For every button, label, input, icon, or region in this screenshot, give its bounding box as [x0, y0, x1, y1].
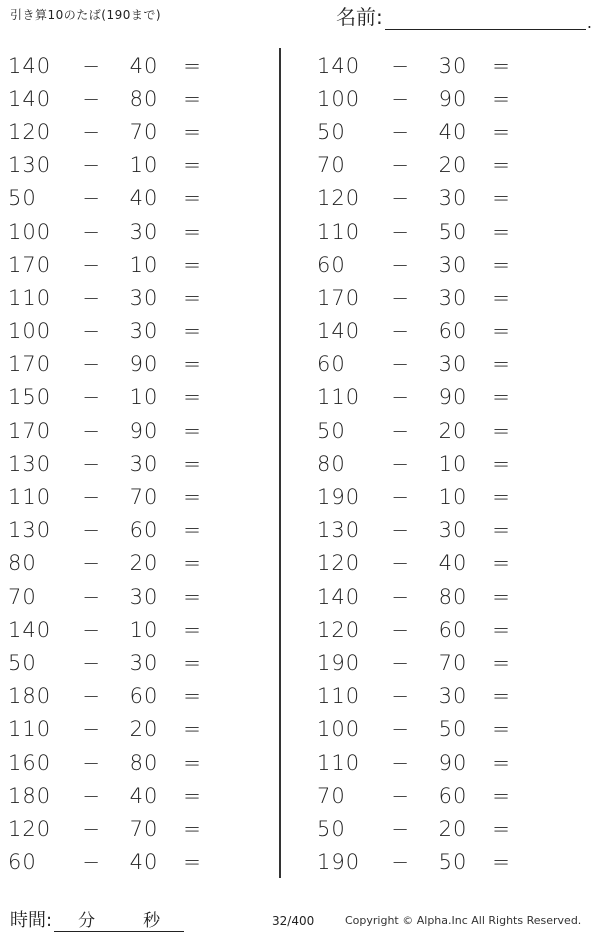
problem-row: [8, 680, 268, 713]
subtrahend: 30: [129, 285, 159, 310]
subtrahend: 90: [438, 750, 468, 775]
subtrahend: 30: [438, 352, 468, 377]
minuend: 50: [317, 119, 346, 144]
subtrahend: 50: [438, 717, 468, 742]
minus-sign: −: [391, 518, 409, 543]
problem-row: [317, 281, 577, 314]
equals-sign: =: [492, 584, 510, 609]
equals-sign: =: [492, 285, 510, 310]
minuend: 180: [8, 783, 52, 808]
subtrahend: 30: [129, 584, 159, 609]
problem-row: [317, 846, 577, 879]
equals-sign: =: [183, 219, 201, 244]
subtrahend: 30: [438, 252, 468, 277]
minus-sign: −: [82, 750, 100, 775]
equals-sign: =: [492, 451, 510, 476]
problem-row: [317, 348, 577, 381]
minuend: 60: [317, 352, 346, 377]
seconds-label: 秒: [143, 911, 161, 931]
right-problem-column: [317, 49, 577, 879]
minuend: 140: [8, 86, 52, 111]
equals-sign: =: [492, 650, 510, 675]
minutes-label: 分: [78, 911, 96, 931]
subtrahend: 10: [129, 252, 159, 277]
equals-sign: =: [492, 518, 510, 543]
minuend: 130: [8, 451, 52, 476]
time-label: 時間:: [10, 910, 53, 931]
minuend: 100: [317, 717, 361, 742]
minus-sign: −: [391, 285, 409, 310]
minus-sign: −: [82, 584, 100, 609]
minuend: 80: [317, 451, 346, 476]
minus-sign: −: [391, 485, 409, 510]
minuend: 140: [317, 584, 361, 609]
minus-sign: −: [391, 418, 409, 443]
minuend: 70: [8, 584, 37, 609]
minus-sign: −: [82, 684, 100, 709]
problem-row: [8, 646, 268, 679]
problem-row: [8, 580, 268, 613]
minus-sign: −: [82, 219, 100, 244]
problem-row: [8, 514, 268, 547]
minus-sign: −: [82, 850, 100, 875]
minus-sign: −: [82, 551, 100, 576]
subtrahend: 70: [438, 650, 468, 675]
minus-sign: −: [82, 650, 100, 675]
equals-sign: =: [183, 584, 201, 609]
minus-sign: −: [391, 219, 409, 244]
minus-sign: −: [391, 451, 409, 476]
subtrahend: 50: [438, 850, 468, 875]
minuend: 100: [317, 86, 361, 111]
minuend: 160: [8, 750, 52, 775]
problem-row: [8, 248, 268, 281]
name-underline[interactable]: [385, 7, 592, 32]
time-field[interactable]: [10, 906, 184, 932]
equals-sign: =: [492, 551, 510, 576]
equals-sign: =: [183, 385, 201, 410]
equals-sign: =: [492, 319, 510, 344]
subtrahend: 20: [129, 717, 159, 742]
minus-sign: −: [82, 252, 100, 277]
problem-row: [8, 182, 268, 215]
minus-sign: −: [391, 153, 409, 178]
minuend: 140: [8, 53, 52, 78]
worksheet-title: 引き算10のたば(190まで): [10, 8, 162, 22]
equals-sign: =: [183, 617, 201, 642]
minuend: 50: [317, 418, 346, 443]
subtrahend: 10: [129, 617, 159, 642]
minuend: 120: [8, 816, 52, 841]
equals-sign: =: [183, 717, 201, 742]
minuend: 100: [8, 219, 52, 244]
minuend: 110: [8, 285, 52, 310]
minuend: 100: [8, 319, 52, 344]
minus-sign: −: [391, 717, 409, 742]
subtrahend: 90: [129, 418, 159, 443]
problem-row: [8, 779, 268, 812]
minus-sign: −: [391, 319, 409, 344]
problem-row: [317, 381, 577, 414]
minus-sign: −: [391, 53, 409, 78]
minus-sign: −: [82, 186, 100, 211]
minuend: 190: [317, 485, 361, 510]
equals-sign: =: [183, 451, 201, 476]
subtrahend: 90: [438, 86, 468, 111]
left-problem-column: [8, 49, 268, 879]
problem-row: [8, 82, 268, 115]
subtrahend: 50: [438, 219, 468, 244]
problem-row: [317, 182, 577, 215]
problem-row: [8, 713, 268, 746]
problem-row: [317, 613, 577, 646]
subtrahend: 40: [129, 186, 159, 211]
minuend: 170: [8, 352, 52, 377]
minuend: 120: [317, 617, 361, 642]
minuend: 190: [317, 850, 361, 875]
minuend: 80: [8, 551, 37, 576]
minus-sign: −: [391, 86, 409, 111]
equals-sign: =: [492, 418, 510, 443]
minus-sign: −: [82, 783, 100, 808]
problem-row: [8, 149, 268, 182]
minuend: 170: [8, 418, 52, 443]
minuend: 120: [317, 186, 361, 211]
equals-sign: =: [183, 551, 201, 576]
subtrahend: 10: [129, 385, 159, 410]
equals-sign: =: [183, 485, 201, 510]
subtrahend: 40: [438, 119, 468, 144]
equals-sign: =: [492, 153, 510, 178]
problem-row: [317, 315, 577, 348]
equals-sign: =: [492, 86, 510, 111]
problem-row: [317, 480, 577, 513]
minus-sign: −: [391, 186, 409, 211]
problem-row: [317, 812, 577, 845]
minus-sign: −: [391, 385, 409, 410]
subtrahend: 20: [129, 551, 159, 576]
problem-row: [8, 480, 268, 513]
problem-row: [317, 779, 577, 812]
equals-sign: =: [183, 285, 201, 310]
minuend: 50: [317, 816, 346, 841]
equals-sign: =: [492, 53, 510, 78]
subtrahend: 30: [438, 186, 468, 211]
page-number: 32/400: [272, 914, 315, 928]
subtrahend: 40: [129, 850, 159, 875]
equals-sign: =: [492, 119, 510, 144]
minus-sign: −: [391, 551, 409, 576]
column-divider: [279, 48, 281, 878]
equals-sign: =: [492, 252, 510, 277]
equals-sign: =: [492, 617, 510, 642]
equals-sign: =: [183, 783, 201, 808]
problem-row: [8, 547, 268, 580]
minus-sign: −: [82, 617, 100, 642]
minuend: 110: [317, 385, 361, 410]
name-end-dot: .: [586, 13, 592, 32]
problem-row: [8, 613, 268, 646]
equals-sign: =: [492, 750, 510, 775]
minuend: 170: [8, 252, 52, 277]
equals-sign: =: [183, 518, 201, 543]
subtrahend: 60: [438, 783, 468, 808]
minus-sign: −: [391, 584, 409, 609]
minus-sign: −: [82, 717, 100, 742]
subtrahend: 60: [438, 617, 468, 642]
minus-sign: −: [391, 352, 409, 377]
minuend: 140: [317, 53, 361, 78]
minuend: 190: [317, 650, 361, 675]
subtrahend: 70: [129, 816, 159, 841]
copyright-notice: Copyright © Alpha.Inc All Rights Reserved.: [345, 914, 582, 927]
subtrahend: 40: [129, 53, 159, 78]
subtrahend: 90: [129, 352, 159, 377]
minuend: 60: [317, 252, 346, 277]
minus-sign: −: [82, 119, 100, 144]
problem-row: [317, 547, 577, 580]
minus-sign: −: [82, 319, 100, 344]
minus-sign: −: [82, 485, 100, 510]
subtrahend: 20: [438, 418, 468, 443]
minuend: 120: [317, 551, 361, 576]
equals-sign: =: [183, 153, 201, 178]
name-label: 名前:: [336, 5, 383, 29]
minus-sign: −: [391, 617, 409, 642]
equals-sign: =: [492, 816, 510, 841]
problem-row: [317, 414, 577, 447]
problem-row: [317, 713, 577, 746]
problem-row: [8, 746, 268, 779]
minuend: 180: [8, 684, 52, 709]
minus-sign: −: [82, 352, 100, 377]
equals-sign: =: [183, 86, 201, 111]
minus-sign: −: [82, 53, 100, 78]
subtrahend: 20: [438, 153, 468, 178]
subtrahend: 80: [438, 584, 468, 609]
subtrahend: 10: [438, 485, 468, 510]
subtrahend: 30: [438, 684, 468, 709]
minus-sign: −: [391, 850, 409, 875]
minuend: 120: [8, 119, 52, 144]
minus-sign: −: [391, 750, 409, 775]
minus-sign: −: [391, 119, 409, 144]
equals-sign: =: [183, 850, 201, 875]
subtrahend: 30: [129, 451, 159, 476]
problem-row: [8, 846, 268, 879]
problem-row: [8, 315, 268, 348]
minuend: 130: [8, 153, 52, 178]
subtrahend: 10: [129, 153, 159, 178]
minuend: 140: [317, 319, 361, 344]
minus-sign: −: [82, 385, 100, 410]
subtrahend: 70: [129, 485, 159, 510]
problem-row: [317, 646, 577, 679]
equals-sign: =: [183, 319, 201, 344]
problem-row: [8, 49, 268, 82]
minuend: 140: [8, 617, 52, 642]
minuend: 50: [8, 650, 37, 675]
subtrahend: 70: [129, 119, 159, 144]
equals-sign: =: [492, 717, 510, 742]
problem-row: [8, 414, 268, 447]
subtrahend: 60: [129, 684, 159, 709]
problem-row: [8, 281, 268, 314]
minuend: 150: [8, 385, 52, 410]
subtrahend: 80: [129, 86, 159, 111]
subtrahend: 80: [129, 750, 159, 775]
problem-row: [317, 447, 577, 480]
time-underline[interactable]: [54, 906, 184, 932]
problem-row: [317, 49, 577, 82]
subtrahend: 30: [129, 650, 159, 675]
problem-row: [8, 348, 268, 381]
problem-row: [8, 381, 268, 414]
problem-row: [317, 115, 577, 148]
equals-sign: =: [492, 219, 510, 244]
name-field[interactable]: [336, 4, 592, 32]
minus-sign: −: [391, 816, 409, 841]
minuend: 50: [8, 186, 37, 211]
problem-row: [317, 680, 577, 713]
subtrahend: 90: [438, 385, 468, 410]
minuend: 70: [317, 783, 346, 808]
minus-sign: −: [82, 451, 100, 476]
problem-row: [317, 149, 577, 182]
minuend: 110: [8, 717, 52, 742]
subtrahend: 60: [438, 319, 468, 344]
minus-sign: −: [391, 252, 409, 277]
minuend: 70: [317, 153, 346, 178]
subtrahend: 40: [129, 783, 159, 808]
minus-sign: −: [391, 783, 409, 808]
problem-row: [317, 580, 577, 613]
problem-row: [8, 447, 268, 480]
problem-row: [317, 514, 577, 547]
equals-sign: =: [183, 186, 201, 211]
subtrahend: 30: [438, 518, 468, 543]
equals-sign: =: [183, 650, 201, 675]
subtrahend: 60: [129, 518, 159, 543]
subtrahend: 40: [438, 551, 468, 576]
equals-sign: =: [183, 119, 201, 144]
minuend: 170: [317, 285, 361, 310]
problem-row: [317, 215, 577, 248]
minus-sign: −: [82, 285, 100, 310]
equals-sign: =: [183, 816, 201, 841]
minus-sign: −: [82, 153, 100, 178]
problem-row: [8, 115, 268, 148]
problem-row: [317, 248, 577, 281]
equals-sign: =: [183, 684, 201, 709]
minuend: 110: [317, 684, 361, 709]
equals-sign: =: [492, 485, 510, 510]
equals-sign: =: [492, 684, 510, 709]
minuend: 60: [8, 850, 37, 875]
minuend: 130: [8, 518, 52, 543]
equals-sign: =: [492, 352, 510, 377]
subtrahend: 20: [438, 816, 468, 841]
minus-sign: −: [391, 684, 409, 709]
equals-sign: =: [492, 850, 510, 875]
problem-row: [8, 215, 268, 248]
subtrahend: 30: [129, 319, 159, 344]
problem-row: [317, 82, 577, 115]
problem-row: [317, 746, 577, 779]
equals-sign: =: [183, 418, 201, 443]
equals-sign: =: [183, 53, 201, 78]
minus-sign: −: [391, 650, 409, 675]
minuend: 110: [317, 219, 361, 244]
equals-sign: =: [183, 750, 201, 775]
equals-sign: =: [492, 186, 510, 211]
equals-sign: =: [492, 385, 510, 410]
minus-sign: −: [82, 86, 100, 111]
minuend: 110: [317, 750, 361, 775]
subtrahend: 30: [438, 53, 468, 78]
subtrahend: 30: [438, 285, 468, 310]
minuend: 130: [317, 518, 361, 543]
minuend: 110: [8, 485, 52, 510]
minus-sign: −: [82, 418, 100, 443]
equals-sign: =: [183, 352, 201, 377]
subtrahend: 10: [438, 451, 468, 476]
equals-sign: =: [183, 252, 201, 277]
minus-sign: −: [82, 518, 100, 543]
minus-sign: −: [82, 816, 100, 841]
problem-row: [8, 812, 268, 845]
subtrahend: 30: [129, 219, 159, 244]
equals-sign: =: [492, 783, 510, 808]
